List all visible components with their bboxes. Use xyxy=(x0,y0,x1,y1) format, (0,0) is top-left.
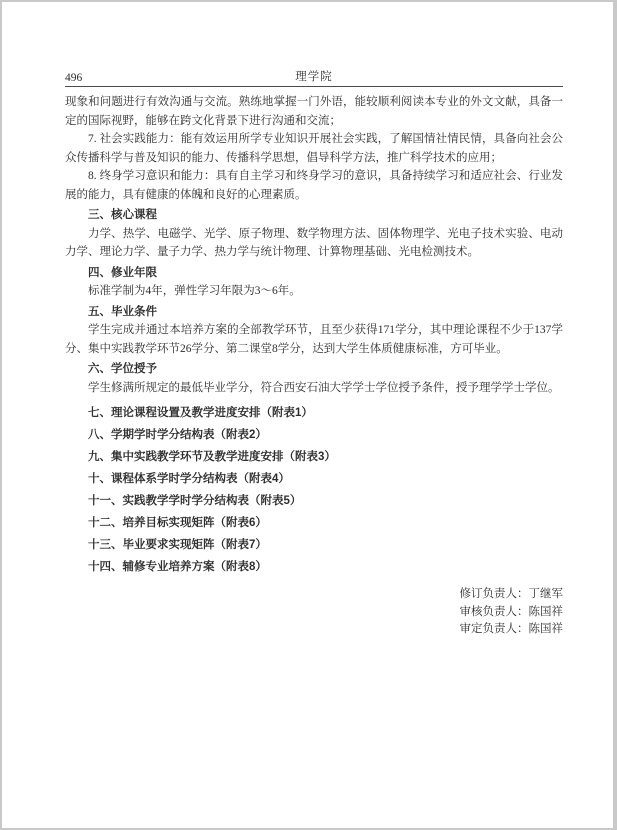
section-heading-study-duration: 四、修业年限 xyxy=(88,266,157,279)
appendix-item-table8: 十四、辅修专业培养方案（附表8） xyxy=(88,561,267,573)
appendix-item-table4: 十、课程体系学时学分结构表（附表4） xyxy=(88,473,290,485)
document-content xyxy=(65,93,563,639)
section-text-graduation-requirements: 学生完成并通过本培养方案的全部教学环节，且至少获得171学分，其中理论课程不少于137学分、集中实践教学环节26学分、第二课堂8学分，达到大学生体质健康标准，方可毕业。 xyxy=(65,324,563,355)
appendix-item-table6: 十二、培养目标实现矩阵（附表6） xyxy=(88,517,267,529)
appendix-item-table3: 九、集中实践教学环节及教学进度安排（附表3） xyxy=(88,451,336,463)
appendix-item-table5: 十一、实践教学学时学分结构表（附表5） xyxy=(88,495,302,507)
appendix-item-table2: 八、学期学时学分结构表（附表2） xyxy=(88,429,267,441)
section-heading-graduation-requirements: 五、毕业条件 xyxy=(88,305,157,318)
page-header xyxy=(65,66,563,87)
section-heading-core-courses: 三、核心课程 xyxy=(88,209,157,221)
signature-approval-lead: 审定负责人：陈国祥 xyxy=(459,623,563,635)
section-text-core-courses: 力学、热学、电磁学、光学、原子物理、数学物理方法、固体物理学、光电子技术实验、电动力学、理论力学、量子力学、热力学与统计物理、计算物理基础、光电检测技术。 xyxy=(65,227,563,258)
appendix-item-table7: 十三、毕业要求实现矩阵（附表7） xyxy=(88,539,267,551)
signature-review-lead: 审核负责人：陈国祥 xyxy=(459,605,563,618)
section-text-degree-conferral: 学生修满所规定的最低毕业学分，符合西安石油大学学士学位授予条件，授予理学学士学位。 xyxy=(88,381,560,394)
signature-revision-lead: 修订负责人：丁继军 xyxy=(459,588,563,600)
section-heading-degree-conferral: 六、学位授予 xyxy=(88,363,157,375)
paragraph-item-8: 8. 终身学习意识和能力：具有自主学习和终身学习的意识，具备持续学习和适应社会、行业发展的能力，具有健康的体魄和良好的心理素质。 xyxy=(65,170,563,201)
page-number: 496 xyxy=(65,72,83,84)
header-title: 理学院 xyxy=(295,71,333,83)
paragraph-item-7: 7. 社会实践能力：能有效运用所学专业知识开展社会实践，了解国情社情民情，具备向社会公众传播科学与普及知识的能力、传播科学思想，倡导科学方法，推广科学技术的应用； xyxy=(65,133,563,164)
appendix-item-table1: 七、理论课程设置及教学进度安排（附表1） xyxy=(88,407,313,419)
paragraph-continuation: 现象和问题进行有效沟通与交流。熟练地掌握一门外语，能较顺利阅读本专业的外文文献，具备一定的国际视野，能够在跨文化背景下进行沟通和交流； xyxy=(65,96,563,127)
signature-block xyxy=(65,586,563,639)
section-text-study-duration: 标准学制为4年，弹性学习年限为3～6年。 xyxy=(88,285,301,297)
appendix-list xyxy=(65,402,563,578)
